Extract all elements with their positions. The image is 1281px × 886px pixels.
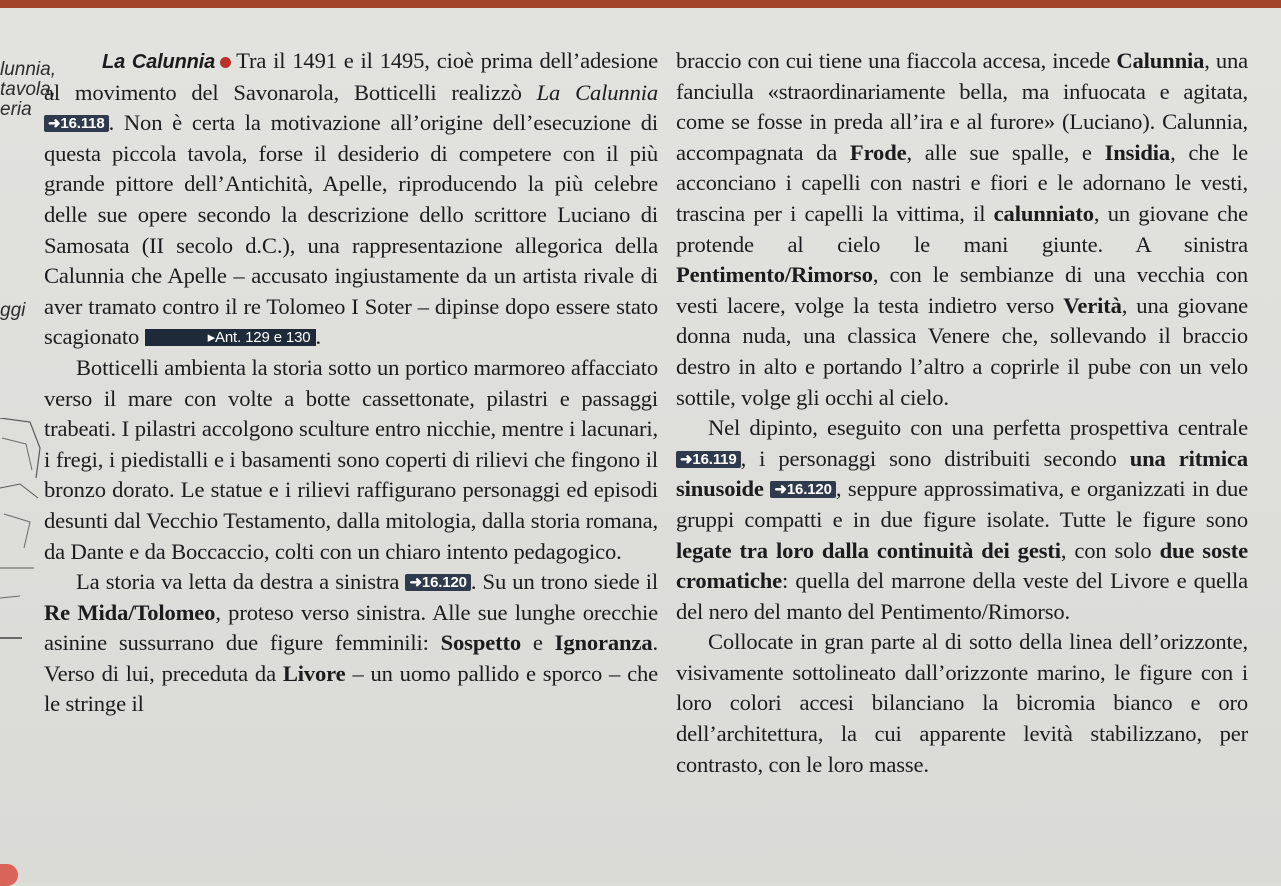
- paragraph-text: braccio con cui tiene una fiaccola accesa, incede: [676, 48, 1117, 73]
- margin-illustration: [0, 418, 44, 654]
- figure-reference-link[interactable]: ➜16.120: [770, 481, 835, 498]
- paragraph-text: La storia va letta da destra a sinistra: [76, 569, 406, 595]
- paragraph-text: e: [521, 630, 555, 656]
- figure-name: Frode: [849, 139, 907, 165]
- paragraph-characters: [676, 46, 1248, 413]
- paragraph-text: , che le acconciano i capelli con nastri e fiori e le adornano le vesti, trascina per i capelli la vittima, il: [676, 139, 1248, 226]
- figure-name: Verità: [1063, 292, 1122, 318]
- figure-name: Ignoranza: [554, 630, 653, 656]
- paragraph-text: . Su un trono siede il: [470, 569, 659, 595]
- anthology-reference-link[interactable]: ▸Ant. 129 e 130: [145, 329, 316, 346]
- figure-reference-link[interactable]: ➜16.118: [44, 115, 109, 132]
- figure-reference-link[interactable]: ➜16.120: [405, 574, 470, 591]
- paragraph-text: , un giovane che protende al cielo le mani giunte. A sinistra: [676, 200, 1248, 257]
- left-text-column: [44, 46, 658, 720]
- paragraph-text: , una fanciulla «straordinariamente bella, ma infuocata e agitata, come se fosse in preda all’ira e al furore» (Luciano). Calunnia, accompagnata da: [676, 48, 1248, 165]
- paragraph-text: [764, 476, 771, 501]
- book-page: [0, 8, 1281, 883]
- paragraph-text: , proteso verso sinistra. Alle sue lunghe orecchie asinine sussurrano due figure femminili:: [44, 599, 659, 656]
- figure-name: Calunnia: [1116, 48, 1205, 73]
- artwork-title: La Calunnia: [536, 79, 658, 105]
- paragraph-text: , alle sue spalle, e: [906, 139, 1105, 165]
- paragraph-text: , una giovane donna nuda, una classica Venere che, sollevando il braccio destro in alto e portando l’altro a coprirle il pube con un velo sottile, volge gli occhi al cielo.: [676, 292, 1248, 410]
- paragraph-text: Tra il 1491 e il 1495, cioè prima dell’adesione al movimento del Savonarola, Botticelli realizzò: [44, 48, 658, 105]
- figure-name: Pentimento/Rimorso: [676, 262, 873, 288]
- right-text-column: [676, 46, 1248, 780]
- paragraph-text: . Non è certa la motivazione all’origine dell’esecuzione di questa piccola tavola, forse il desiderio di competere con il più grande pittore dell’Antichità, Apelle, riproducendo la più celebre delle sue opere secondo la descrizione dello scrittore Luciano di Samosata (II secolo d.C.), una rappresentazione allegorica della Calunnia che Apelle – accusato ingiustamente da un artista rivale di aver tramato contro il re Tolomeo I Soter – dipinse dopo essere stato scagionato: [44, 110, 658, 350]
- figure-name: calunniato: [993, 200, 1094, 226]
- paragraph-text: , seppure approssimativa, e organizzati in due gruppi compatti e in due figure isolate. Tutte le figure sono: [676, 476, 1248, 532]
- margin-note-lower: ggi: [0, 300, 26, 321]
- paragraph-text: – un uomo pallido e sporco – che le stringe il: [44, 660, 658, 717]
- figure-name: Insidia: [1104, 139, 1171, 165]
- figure-name: Re Mida/Tolomeo: [44, 599, 216, 625]
- paragraph-composition: [676, 413, 1248, 627]
- paragraph-text: .: [315, 324, 321, 350]
- paragraph-story: [44, 567, 658, 720]
- margin-note: lunnia,: [0, 59, 56, 80]
- paragraph-intro: [44, 46, 658, 353]
- margin-note: eria: [0, 99, 32, 120]
- key-concept: una ritmica sinusoide: [676, 445, 1248, 502]
- margin-note: tavola,: [0, 79, 56, 100]
- key-concept: legate tra loro dalla continuità dei gesti: [676, 537, 1061, 563]
- figure-name: Sospetto: [440, 630, 522, 656]
- section-lead-title: La Calunnia: [102, 51, 216, 73]
- paragraph-text: , i personaggi sono distribuiti secondo: [740, 445, 1130, 471]
- key-concept: due soste cromatiche: [676, 537, 1248, 594]
- paragraph-architecture: Botticelli ambienta la storia sotto un portico marmoreo affacciato verso il mare con volte a botte cassettonate, pilastri e passaggi trabeati. I pilastri accolgono sculture entro nicchie, mentre i lacunari, i fregi, i piedistalli e i basamenti sono coperti di rilievi che fingono il bronzo dorato. Le statue e i rilievi raffigurano personaggi ed episodi desunti dal Vecchio Testamento, dalla mitologia, dalla storia romana, da Dante e da Boccaccio, colti con un chiaro intento pedagogico.: [44, 354, 658, 564]
- paragraph-text: : quella del marrone della veste del Livore e quella del nero del manto del Pentimento/Rimorso.: [676, 568, 1248, 624]
- paragraph-text: , con le sembianze di una vecchia con vesti lacere, volge la testa indietro verso: [676, 262, 1248, 318]
- figure-name: Livore: [282, 660, 346, 686]
- figure-reference-link[interactable]: ➜16.119: [676, 451, 741, 468]
- paragraph-text: , con solo: [1060, 537, 1160, 563]
- paragraph-text: Nel dipinto, eseguito con una perfetta prospettiva centrale: [708, 415, 1248, 441]
- paragraph-color-balance: Collocate in gran parte al di sotto della linea dell’orizzonte, visivamente sottolineato dall’orizzonte marino, le figure con i loro colori accesi bilanciano la bicromia bianco e oro dell’architettura, la cui apparente levità stabilizzano, per contrasto, con le loro masse.: [676, 629, 1248, 777]
- paragraph-text: . Verso di lui, preceduta da: [44, 630, 658, 686]
- bullet-dot-icon: [220, 57, 231, 68]
